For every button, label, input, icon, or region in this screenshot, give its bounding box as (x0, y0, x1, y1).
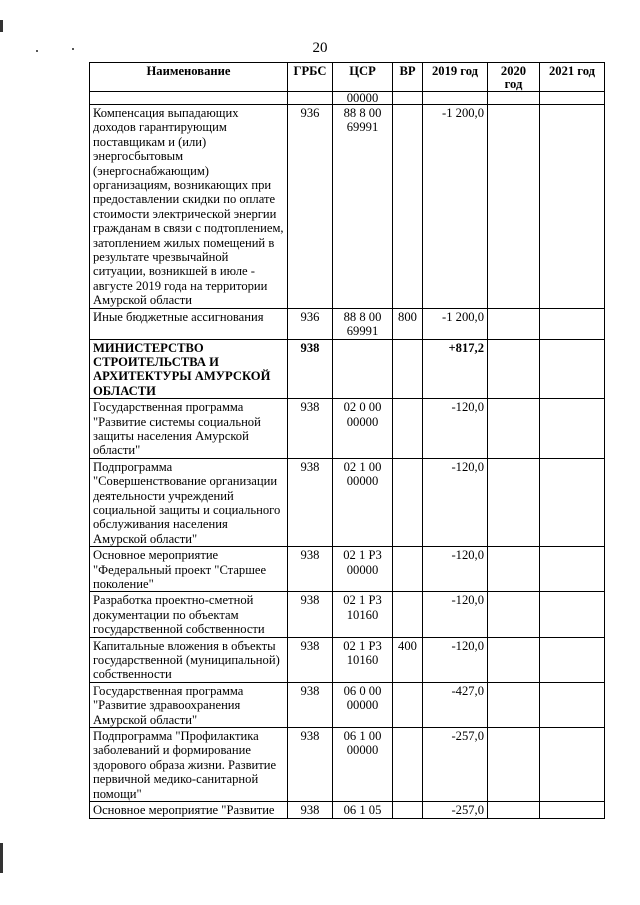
cell-csr: 88 8 00 69991 (333, 105, 393, 309)
cell-vr (393, 728, 423, 802)
cell-vr (393, 682, 423, 727)
cell-2021 (540, 682, 605, 727)
cell-grbs: 938 (288, 458, 333, 546)
cell-2021 (540, 637, 605, 682)
cell-vr: 800 (393, 308, 423, 339)
cell-2019: -1 200,0 (423, 105, 488, 309)
cell-2020 (488, 637, 540, 682)
cell-name: Иные бюджетные ассигнования (90, 308, 288, 339)
cell-2020 (488, 339, 540, 399)
cell-grbs: 938 (288, 682, 333, 727)
table-row (90, 339, 605, 399)
cell-2021 (540, 399, 605, 459)
cell-2019: +817,2 (423, 339, 488, 399)
cell-csr: 00000 (333, 92, 393, 105)
cell-grbs: 938 (288, 592, 333, 637)
cell-2020 (488, 802, 540, 818)
table-row (90, 802, 605, 818)
cell-grbs: 938 (288, 339, 333, 399)
cell-grbs (288, 92, 333, 105)
budget-table (89, 62, 605, 819)
cell-grbs: 936 (288, 308, 333, 339)
cell-grbs: 938 (288, 728, 333, 802)
table-row (90, 728, 605, 802)
cell-2021 (540, 92, 605, 105)
cell-grbs: 938 (288, 399, 333, 459)
table-row (90, 458, 605, 546)
cell-csr: 06 0 00 00000 (333, 682, 393, 727)
cell-vr (393, 802, 423, 818)
cell-2021 (540, 339, 605, 399)
cell-2019: -120,0 (423, 637, 488, 682)
cell-csr: 02 1 P3 10160 (333, 637, 393, 682)
header-name: Наименование (90, 63, 288, 92)
cell-2021 (540, 802, 605, 818)
cell-csr: 02 1 P3 10160 (333, 592, 393, 637)
cell-vr (393, 458, 423, 546)
cell-vr (393, 105, 423, 309)
cell-csr: 02 0 00 00000 (333, 399, 393, 459)
cell-csr: 02 1 00 00000 (333, 458, 393, 546)
cell-2019: -257,0 (423, 728, 488, 802)
cell-2020 (488, 92, 540, 105)
cell-2019: -120,0 (423, 399, 488, 459)
table-row (90, 92, 605, 105)
cell-grbs: 938 (288, 802, 333, 818)
header-2021: 2021 год (540, 63, 605, 92)
cell-2020 (488, 458, 540, 546)
cell-2021 (540, 105, 605, 309)
cell-name: Разработка проектно-сметной документации по объектам государственной собственности (90, 592, 288, 637)
table-row (90, 399, 605, 459)
cell-2019: -257,0 (423, 802, 488, 818)
cell-2019: -120,0 (423, 592, 488, 637)
cell-csr (333, 339, 393, 399)
header-csr: ЦСР (333, 63, 393, 92)
cell-name: Государственная программа "Развитие системы социальной защиты населения Амурской области" (90, 399, 288, 459)
header-vr: ВР (393, 63, 423, 92)
scan-edge-mark (0, 20, 3, 32)
page-number: 20 (312, 40, 328, 56)
cell-csr: 06 1 00 00000 (333, 728, 393, 802)
cell-2019: -427,0 (423, 682, 488, 727)
cell-vr (393, 547, 423, 592)
cell-2020 (488, 592, 540, 637)
cell-2021 (540, 728, 605, 802)
cell-name (90, 92, 288, 105)
cell-grbs: 938 (288, 547, 333, 592)
cell-name: Государственная программа "Развитие здравоохранения Амурской области" (90, 682, 288, 727)
table-body (90, 92, 605, 819)
cell-2020 (488, 682, 540, 727)
cell-2020 (488, 105, 540, 309)
table-row (90, 547, 605, 592)
header-2019: 2019 год (423, 63, 488, 92)
cell-2019 (423, 92, 488, 105)
cell-2021 (540, 547, 605, 592)
table-row (90, 637, 605, 682)
cell-name: Подпрограмма "Профилактика заболеваний и формирование здорового образа жизни. Развитие первичной медико-санитарной помощи" (90, 728, 288, 802)
table-row (90, 308, 605, 339)
cell-vr: 400 (393, 637, 423, 682)
cell-name: МИНИСТЕРСТВО СТРОИТЕЛЬСТВА И АРХИТЕКТУРЫ АМУРСКОЙ ОБЛАСТИ (90, 339, 288, 399)
table-row (90, 682, 605, 727)
cell-2021 (540, 592, 605, 637)
cell-vr (393, 399, 423, 459)
table-header-row (90, 63, 605, 92)
cell-csr: 06 1 05 (333, 802, 393, 818)
cell-2019: -120,0 (423, 547, 488, 592)
cell-grbs: 938 (288, 637, 333, 682)
table-row (90, 592, 605, 637)
cell-vr (393, 339, 423, 399)
cell-name: Капитальные вложения в объекты государственной (муниципальной) собственности (90, 637, 288, 682)
header-grbs: ГРБС (288, 63, 333, 92)
cell-2020 (488, 399, 540, 459)
cell-2019: -120,0 (423, 458, 488, 546)
cell-name: Основное мероприятие "Развитие (90, 802, 288, 818)
cell-2019: -1 200,0 (423, 308, 488, 339)
table-row (90, 105, 605, 309)
cell-2020 (488, 547, 540, 592)
cell-csr: 88 8 00 69991 (333, 308, 393, 339)
cell-vr (393, 92, 423, 105)
cell-name: Основное мероприятие "Федеральный проект "Старшее поколение" (90, 547, 288, 592)
cell-2021 (540, 458, 605, 546)
cell-name: Компенсация выпадающих доходов гарантирующим поставщикам и (или) энергосбытовым (энергоснабжающим) организациям, возникающих при предоставлении скидки по оплате стоимости электрической энергии гражданам в связи с подтоплением, затоплением жилых помещений в результате чрезвычайной ситуации, возникшей в июле - августе 2019 года на территории Амурской области (90, 105, 288, 309)
cell-name: Подпрограмма "Совершенствование организации деятельности учреждений социальной защиты и социального обслуживания населения Амурской области" (90, 458, 288, 546)
scan-edge-mark (0, 843, 3, 873)
cell-grbs: 936 (288, 105, 333, 309)
header-2020: 2020 год (488, 63, 540, 92)
cell-csr: 02 1 P3 00000 (333, 547, 393, 592)
cell-2020 (488, 728, 540, 802)
cell-2021 (540, 308, 605, 339)
cell-vr (393, 592, 423, 637)
cell-2020 (488, 308, 540, 339)
